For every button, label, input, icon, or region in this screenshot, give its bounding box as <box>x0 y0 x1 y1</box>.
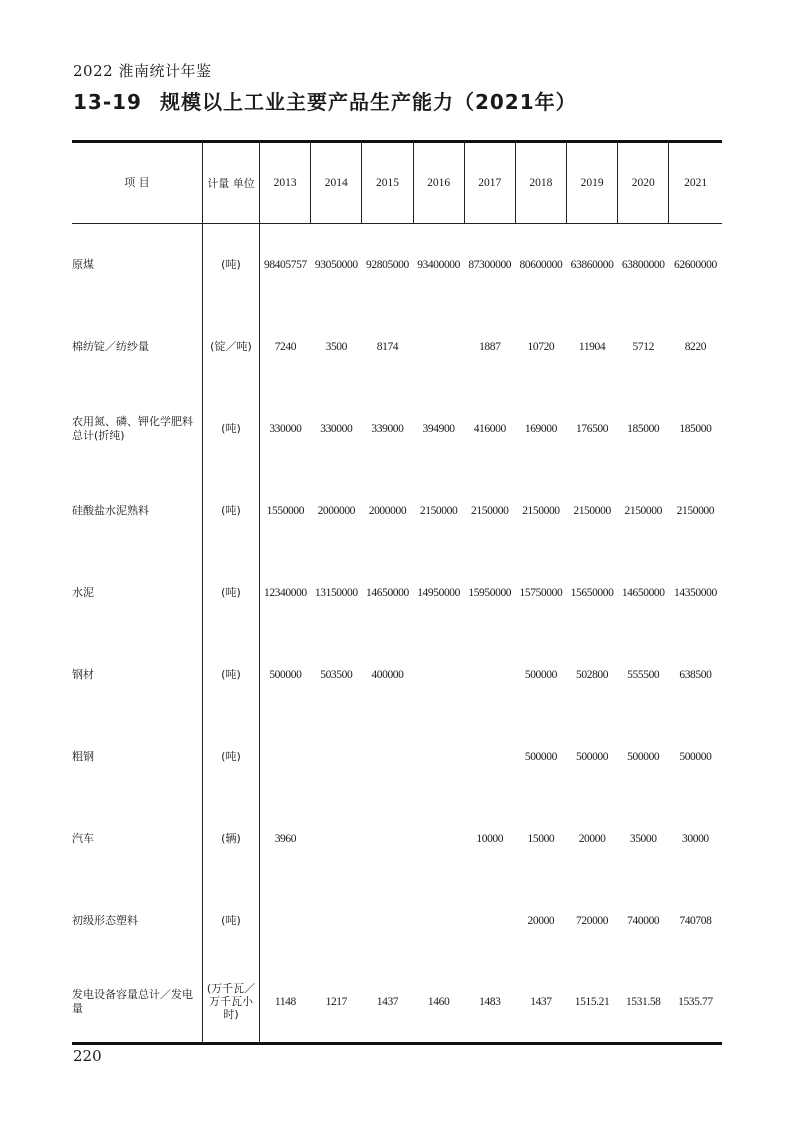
value-cell: 80600000 <box>519 258 563 271</box>
value-cell <box>311 880 362 962</box>
row-unit: (锭／吨) <box>202 306 259 388</box>
table-row <box>72 388 722 470</box>
column-header-year: 2013 <box>260 142 311 224</box>
yearbook-title: 2022 淮南统计年鉴 <box>73 62 212 80</box>
row-item-name: 棉纺锭／纺纱量 <box>72 339 149 353</box>
value-cell: 8220 <box>684 340 707 353</box>
value-cell <box>413 634 464 716</box>
value-cell: 330000 <box>269 422 302 435</box>
value-cell: 500000 <box>679 750 712 763</box>
value-cell <box>311 798 362 880</box>
value-cell: 1148 <box>260 962 311 1044</box>
value-cell: 1531.58 <box>618 962 669 1044</box>
value-cell: 740708 <box>679 914 712 927</box>
value-cell: 14950000 <box>417 586 461 599</box>
value-cell: 13150000 <box>314 586 358 599</box>
row-unit: (吨) <box>202 880 259 962</box>
value-cell: 10720 <box>527 340 555 353</box>
table-row <box>72 306 722 388</box>
value-cell: 20000 <box>527 914 555 927</box>
table-row <box>72 962 722 1044</box>
value-cell: 503500 <box>320 668 353 681</box>
value-cell: 555500 <box>627 668 660 681</box>
value-cell: 3500 <box>325 340 347 353</box>
value-cell: 394900 <box>422 422 455 435</box>
value-cell: 14650000 <box>366 586 409 599</box>
value-cell: 1535.77 <box>669 962 722 1044</box>
value-cell <box>464 880 515 962</box>
value-cell: 15750000 <box>519 586 563 599</box>
row-item-name: 农用氮、磷、钾化学肥料总计(折纯) <box>72 414 193 442</box>
value-cell: 720000 <box>576 914 609 927</box>
column-header-year: 2015 <box>362 142 413 224</box>
value-cell: 1483 <box>464 962 515 1044</box>
value-cell: 400000 <box>371 668 404 681</box>
column-header-unit: 计量 单位 <box>202 142 259 224</box>
column-header-item: 项 目 <box>72 142 202 224</box>
value-cell: 1437 <box>362 962 413 1044</box>
value-cell <box>413 716 464 798</box>
value-cell: 330000 <box>320 422 353 435</box>
value-cell: 15950000 <box>468 586 512 599</box>
column-header-year: 2018 <box>515 142 566 224</box>
value-cell <box>311 716 362 798</box>
row-unit: (辆) <box>202 798 259 880</box>
value-cell: 339000 <box>371 422 404 435</box>
value-cell: 185000 <box>679 422 712 435</box>
row-unit: (吨) <box>202 634 259 716</box>
value-cell <box>362 716 413 798</box>
value-cell: 15000 <box>527 832 555 845</box>
value-cell: 3960 <box>274 832 297 845</box>
value-cell: 12340000 <box>263 586 307 599</box>
value-cell: 14350000 <box>674 586 717 599</box>
column-header-year: 2017 <box>464 142 515 224</box>
table-row <box>72 224 722 306</box>
value-cell: 2150000 <box>624 504 662 517</box>
value-cell: 10000 <box>476 832 504 845</box>
value-cell <box>413 306 464 388</box>
value-cell: 502800 <box>576 668 609 681</box>
row-item-name: 水泥 <box>72 585 94 599</box>
row-item-name: 硅酸盐水泥熟料 <box>72 503 149 517</box>
value-cell <box>362 880 413 962</box>
value-cell: 740000 <box>627 914 660 927</box>
value-cell: 35000 <box>629 832 657 845</box>
value-cell <box>464 716 515 798</box>
value-cell: 30000 <box>682 832 709 845</box>
column-header-year: 2014 <box>311 142 362 224</box>
value-cell: 2150000 <box>522 504 560 517</box>
value-cell <box>260 880 311 962</box>
table-title <box>73 86 577 115</box>
table-row <box>72 880 722 962</box>
row-item-name: 发电设备容量总计／发电量 <box>72 962 202 1044</box>
value-cell: 63860000 <box>570 258 614 271</box>
column-header-year: 2019 <box>567 142 618 224</box>
value-cell: 5712 <box>632 340 654 353</box>
value-cell: 8174 <box>376 340 399 353</box>
value-cell: 93050000 <box>314 258 358 271</box>
value-cell: 2000000 <box>368 504 407 517</box>
table-body <box>72 224 722 1044</box>
table-row <box>72 552 722 634</box>
value-cell: 500000 <box>524 668 557 681</box>
value-cell: 1515.21 <box>567 962 618 1044</box>
value-cell: 2150000 <box>573 504 611 517</box>
column-header-year: 2016 <box>413 142 464 224</box>
row-unit: (吨) <box>202 470 259 552</box>
value-cell: 1217 <box>311 962 362 1044</box>
value-cell: 169000 <box>524 422 557 435</box>
value-cell: 20000 <box>578 832 606 845</box>
table-row <box>72 716 722 798</box>
table-number: 13-19 <box>73 90 142 114</box>
value-cell: 416000 <box>473 422 506 435</box>
value-cell: 15650000 <box>570 586 614 599</box>
value-cell: 638500 <box>679 668 712 681</box>
value-cell: 98405757 <box>263 258 307 271</box>
value-cell: 63800000 <box>621 258 665 271</box>
value-cell: 93400000 <box>417 258 461 271</box>
value-cell: 500000 <box>524 750 557 763</box>
row-item-name: 钢材 <box>72 667 94 681</box>
value-cell <box>464 634 515 716</box>
value-cell: 92805000 <box>366 258 409 271</box>
value-cell: 2150000 <box>471 504 509 517</box>
value-cell <box>413 880 464 962</box>
table-header-row <box>72 142 722 224</box>
value-cell: 1887 <box>479 340 501 353</box>
row-unit: (吨) <box>202 388 259 470</box>
value-cell: 1460 <box>413 962 464 1044</box>
table-title-text: 规模以上工业主要产品生产能力（2021年） <box>159 90 577 114</box>
value-cell: 176500 <box>576 422 609 435</box>
value-cell: 500000 <box>269 668 302 681</box>
column-header-year: 2021 <box>669 142 722 224</box>
page-number: 220 <box>73 1047 102 1065</box>
row-item-name: 初级形态塑料 <box>72 913 138 927</box>
table-row <box>72 470 722 552</box>
table-row <box>72 798 722 880</box>
value-cell: 14650000 <box>621 586 665 599</box>
row-unit: (吨) <box>202 224 259 306</box>
row-item-name: 粗钢 <box>72 749 94 763</box>
column-header-year: 2020 <box>618 142 669 224</box>
value-cell <box>362 798 413 880</box>
row-item-name: 原煤 <box>72 257 94 271</box>
value-cell: 11904 <box>578 340 606 353</box>
value-cell <box>413 798 464 880</box>
value-cell: 500000 <box>627 750 660 763</box>
table-row <box>72 634 722 716</box>
row-item-name: 汽车 <box>72 831 94 845</box>
value-cell: 7240 <box>274 340 297 353</box>
production-capacity-table <box>72 140 722 1045</box>
value-cell: 500000 <box>576 750 609 763</box>
value-cell <box>260 716 311 798</box>
value-cell: 62600000 <box>674 258 717 271</box>
row-unit: (吨) <box>202 552 259 634</box>
value-cell: 185000 <box>627 422 660 435</box>
value-cell: 1550000 <box>266 504 305 517</box>
value-cell: 87300000 <box>468 258 512 271</box>
row-unit: (吨) <box>202 716 259 798</box>
value-cell: 2150000 <box>419 504 458 517</box>
row-unit: (万千瓦／万千瓦小时) <box>202 962 259 1044</box>
value-cell: 1437 <box>515 962 566 1044</box>
value-cell: 2000000 <box>317 504 356 517</box>
value-cell: 2150000 <box>676 504 715 517</box>
